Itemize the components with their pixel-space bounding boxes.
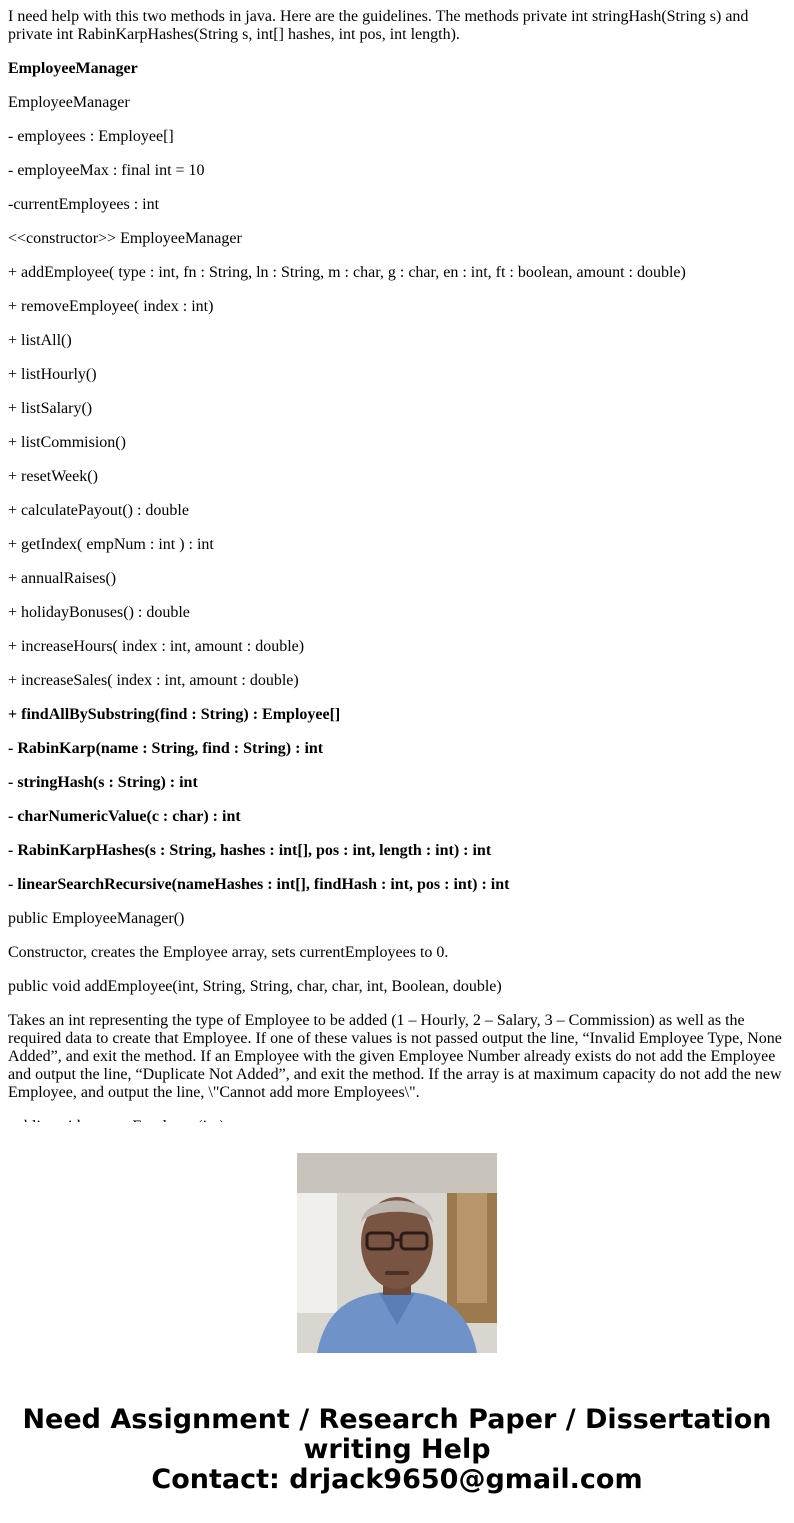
uml-method: + listHourly() <box>8 366 97 383</box>
intro-paragraph: I need help with this two methods in java. Here are the guidelines. The methods private int stringHash(String s) and private int RabinKarpHashes(String s, int[] hashes, int pos, int length). <box>8 8 749 43</box>
uml-method: + resetWeek() <box>8 468 98 485</box>
class-heading: EmployeeManager <box>8 60 138 77</box>
add-employee-signature: public void addEmployee(int, String, String, char, char, int, Boolean, double) <box>8 978 502 995</box>
promo-line-1: Need Assignment / Research Paper / Dissertation <box>22 1404 772 1435</box>
uml-method: + calculatePayout() : double <box>8 502 189 519</box>
uml-method: + increaseSales( index : int, amount : double) <box>8 672 299 689</box>
promo-text <box>0 1405 794 1495</box>
uml-field: -currentEmployees : int <box>8 196 160 213</box>
uml-method: <<constructor>> EmployeeManager <box>8 230 242 247</box>
uml-method: + getIndex( empNum : int ) : int <box>8 536 214 553</box>
document-body <box>8 0 786 1122</box>
uml-method-highlighted: - stringHash(s : String) : int <box>8 774 198 791</box>
uml-field: - employeeMax : final int = 10 <box>8 162 205 179</box>
uml-method-highlighted: - linearSearchRecursive(nameHashes : int[], findHash : int, pos : int) : int <box>8 876 510 893</box>
uml-method: + listSalary() <box>8 400 93 417</box>
add-employee-description: Takes an int representing the type of Employee to be added (1 – Hourly, 2 – Salary, 3 – Commission) as well as the required data to create that Employee. If one of these values is not passed output the line, “Invalid Employee Type, None Added”, and exit the method. If an Employee with the given Employee Number already exists do not add the Employee and output the line, “Duplicate Not Added”, and exit the method. If the array is at maximum capacity do not add the new Employee, and output the line, \"Cannot add more Employees\". <box>8 1012 782 1101</box>
constructor-signature: public EmployeeManager() <box>8 910 185 927</box>
promo-contact: Contact: drjack9650@gmail.com <box>151 1464 643 1495</box>
uml-method-highlighted: + findAllBySubstring(find : String) : Employee[] <box>8 706 341 723</box>
author-portrait-icon <box>297 1153 497 1353</box>
uml-method: + removeEmployee( index : int) <box>8 298 214 315</box>
uml-method-highlighted: - RabinKarp(name : String, find : String) : int <box>8 740 324 757</box>
constructor-description: Constructor, creates the Employee array, sets currentEmployees to 0. <box>8 944 449 961</box>
uml-class-name: EmployeeManager <box>8 94 130 111</box>
uml-method: + listAll() <box>8 332 72 349</box>
uml-method-highlighted: - RabinKarpHashes(s : String, hashes : int[], pos : int, length : int) : int <box>8 842 492 859</box>
promo-banner <box>0 1122 794 1523</box>
uml-method: + addEmployee( type : int, fn : String, ln : String, m : char, g : char, en : int, ft : boolean, amount : double) <box>8 264 686 281</box>
uml-method: + holidayBonuses() : double <box>8 604 190 621</box>
uml-method: + annualRaises() <box>8 570 117 587</box>
uml-method: + listCommision() <box>8 434 126 451</box>
promo-line-2: writing Help <box>303 1434 491 1465</box>
uml-method: + increaseHours( index : int, amount : double) <box>8 638 305 655</box>
uml-method-highlighted: - charNumericValue(c : char) : int <box>8 808 241 825</box>
uml-field: - employees : Employee[] <box>8 128 174 145</box>
